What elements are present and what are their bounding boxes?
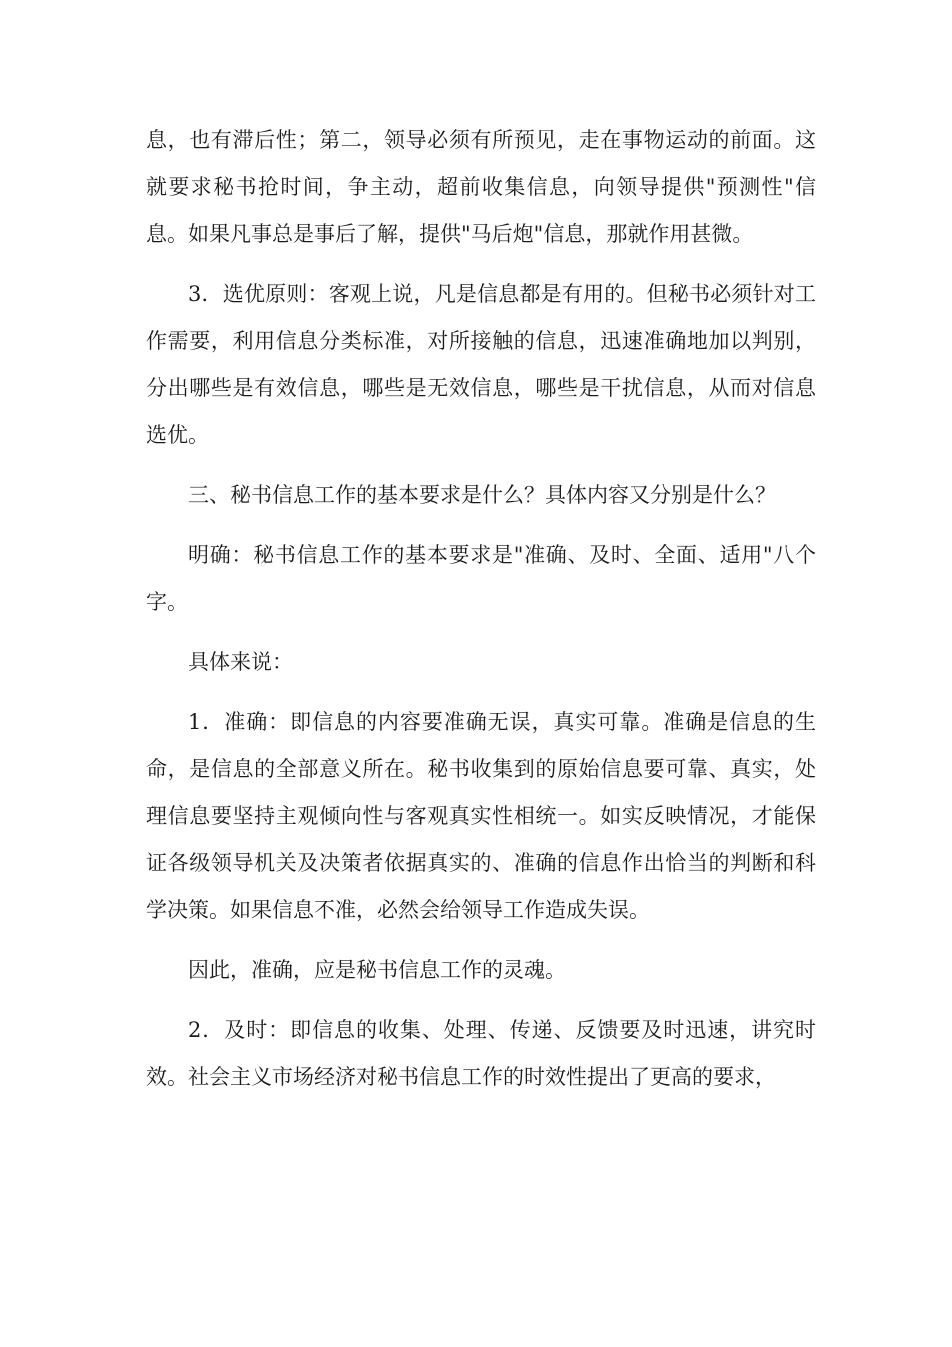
paragraph-continuation: 息，也有滞后性；第二，领导必须有所预见，走在事物运动的前面。这就要求秘书抢时间，争主动，超前收集信息，向领导提供"预测性"信息。如果凡事总是事后了解，提供"马后炮"信息，那就作用甚微。 (146, 128, 816, 246)
paragraph-accuracy: 1．准确：即信息的内容要准确无误，真实可靠。准确是信息的生命，是信息的全部意义所在。秘书收集到的原始信息要可靠、真实，处理信息要坚持主观倾向性与客观真实性相统一。如实反映情况，才能保证各级领导机关及决策者依据真实的、准确的信息作出恰当的判断和科学决策。如果信息不准，必然会给领导工作造成失误。 (146, 710, 816, 922)
paragraph-timeliness: 2．及时：即信息的收集、处理、传递、反馈要及时迅速，讲究时效。社会主义市场经济对秘书信息工作的时效性提出了更高的要求， (146, 1018, 816, 1089)
paragraph-answer: 明确：秘书信息工作的基本要求是"准确、及时、全面、适用"八个字。 (146, 543, 816, 614)
paragraph-selection-principle: 3．选优原则：客观上说，凡是信息都是有用的。但秘书必须针对工作需要，利用信息分类标准，对所接触的信息，迅速准确地加以判别，分出哪些是有效信息，哪些是无效信息，哪些是干扰信息，从而对信息选优。 (146, 282, 816, 447)
section-heading-question: 三、秘书信息工作的基本要求是什么？具体内容又分别是什么？ (188, 483, 776, 507)
document-body (146, 117, 816, 1101)
paragraph-accuracy-conclusion: 因此，准确，应是秘书信息工作的灵魂。 (188, 958, 566, 982)
paragraph-specifics-intro: 具体来说： (188, 650, 293, 674)
